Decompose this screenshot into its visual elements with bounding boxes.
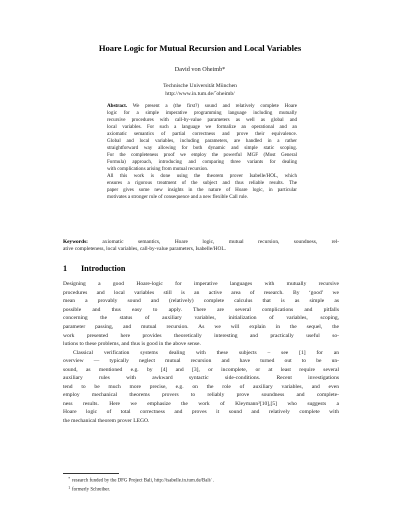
abstract-line: logic for a simple imperative programming language including mutually bbox=[107, 110, 297, 117]
text-line: procedures and local variables still is an active area of research. By ‘good’ we bbox=[63, 289, 339, 296]
paragraph bbox=[63, 280, 339, 323]
keywords-line: Keywords: axiomatic semantics, Hoare logic, mutual recursion, soundness, rel- bbox=[63, 239, 339, 245]
section-number: 1 bbox=[63, 264, 68, 273]
text-line: the mechanical theorem prover LEGO. bbox=[63, 418, 150, 425]
text-line: Classical verification systems dealing with these subjects – see [1] for an bbox=[73, 349, 339, 356]
text-line: tend to be much more precise, e.g. on the role of auxiliary variables, and even bbox=[63, 383, 339, 390]
author-url: http://www.in.tum.de/˜oheimb/ bbox=[165, 91, 235, 97]
footnote: * research funded by the DFG Project Bali, http://isabelle.in.tum.de/Bali/ . bbox=[63, 476, 339, 485]
abstract-line: Global and local variables, including parameters, are handled in a rather bbox=[107, 138, 297, 145]
text-line: employ mechanical theorems provers to reliably prove soundness and complete- bbox=[63, 392, 339, 399]
footnote-mark: 1 bbox=[68, 486, 70, 491]
abstract-line: Formula) approach, introducing and comparing three variants for dealing bbox=[107, 159, 297, 166]
author-name: David von Oheimb* bbox=[174, 66, 226, 73]
text-line: sound, as mentioned e.g. by [4] and [3], or incomplete, or at least require several bbox=[63, 366, 339, 373]
text-line: lutions to these problems, and thus is good in the above sense. bbox=[63, 341, 201, 348]
abstract-line: motivates a stronger rule of consequence and a new flexible Call rule. bbox=[107, 194, 248, 201]
abstract-line: local variables. For such a language we formalize an operational and an bbox=[107, 124, 297, 131]
keywords-line: ative completeness, local variables, call-by-value parameters, Isabelle/HOL. bbox=[63, 246, 226, 253]
section-title: Introduction bbox=[81, 264, 126, 273]
text-line: Hoare logic of total correctness and proves it sound and relatively complete with bbox=[63, 409, 339, 416]
abstract-label: Abstract. bbox=[107, 103, 128, 109]
text-line: work presented here provides theoretically interesting and practically useful so- bbox=[63, 332, 339, 339]
footnotes bbox=[63, 476, 339, 495]
text-line: Designing a good Hoare-logic for imperative languages with mutually recursive bbox=[63, 281, 339, 287]
text-line: possible and thus easy to apply. There are several complications and pitfalls bbox=[63, 306, 339, 313]
paragraph bbox=[63, 323, 339, 426]
section-heading bbox=[63, 264, 339, 273]
text-line: ness results. Here we emphasize the work of Kleymann²[10],[5] who suggests a bbox=[63, 400, 339, 407]
keywords bbox=[63, 239, 339, 254]
text-line: concerning the status of auxiliary variables, initialization of variables, scoping, bbox=[63, 315, 339, 322]
abstract-line: Abstract. We present a (the first?) sound and relatively complete Hoare bbox=[107, 103, 297, 109]
footnote-mark: * bbox=[68, 477, 70, 481]
affiliation: Technische Universität München bbox=[163, 83, 237, 89]
abstract-line: All this work is done using the theorem prover Isabelle/HOL, which bbox=[107, 173, 297, 180]
abstract-line: axiomatic semantics of partial correctness and prove their equivalence. bbox=[107, 131, 297, 138]
abstract-line: recursive procedures with call-by-value parameters as well as global and bbox=[107, 117, 297, 124]
paper-title: Hoare Logic for Mutual Recursion and Local Variables bbox=[98, 43, 302, 53]
keywords-label: Keywords: bbox=[63, 239, 88, 245]
footnote-divider bbox=[63, 473, 119, 474]
abstract-line: paper gives some new insights in the nature of Hoare logic, in particular bbox=[107, 187, 297, 194]
text-line: mean a provably sound and (relatively) complete calculus that is as simple as bbox=[63, 298, 339, 305]
text-line: parameter passing, and mutual recursion. As we will explain in the sequel, the bbox=[63, 324, 339, 330]
abstract-line: For the completeness proof we employ the powerful MGF (Most General bbox=[107, 152, 297, 159]
text-line: overview — typically neglect mutual recursion and have turned out to be un- bbox=[63, 358, 339, 365]
abstract-line: straightforward way allowing for both dynamic and simple static scoping. bbox=[107, 145, 297, 152]
abstract-line: with complications arising from mutual recursion. bbox=[107, 166, 209, 173]
footnote: 1 formerly Schreiber. bbox=[63, 485, 339, 494]
abstract bbox=[107, 103, 297, 201]
abstract-line: ensures a rigorous treatment of the subject and thus reliable results. The bbox=[107, 180, 297, 187]
text-line: auxiliary rules with awkward syntactic side-conditions. Recent investigations bbox=[63, 375, 339, 382]
